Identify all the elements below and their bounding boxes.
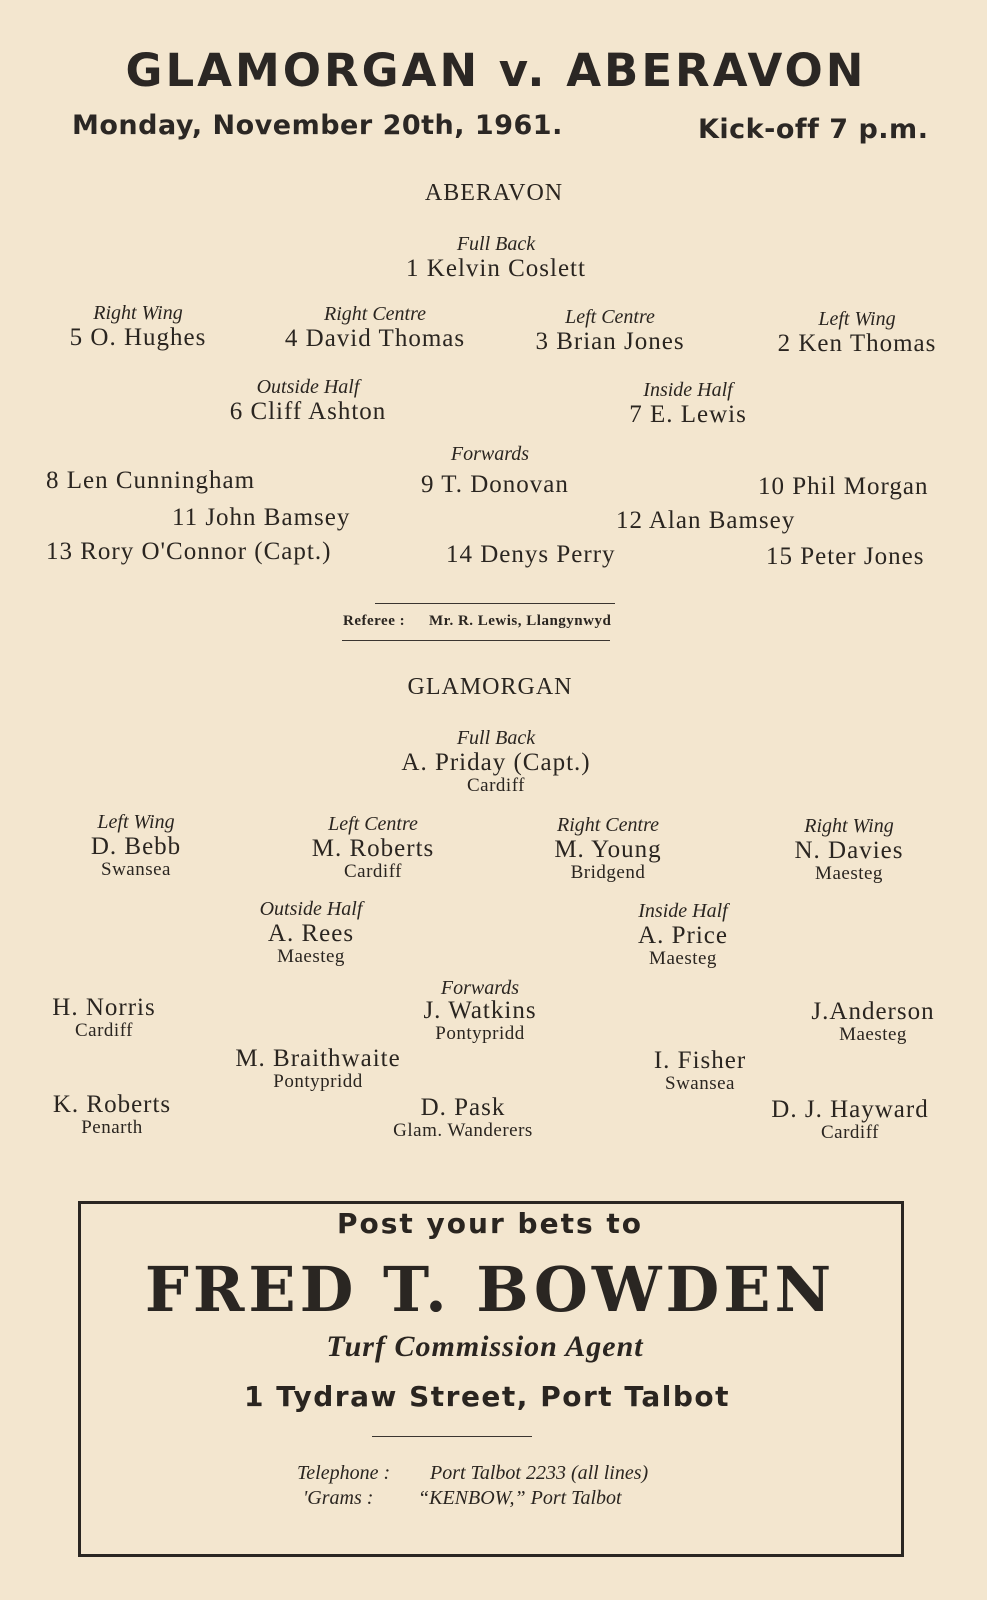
club-name: Maesteg [839,1024,907,1045]
position-label: Left Centre [565,306,655,328]
player-name: M. Young [554,836,662,863]
club-name: Maesteg [277,946,345,967]
glamorgan-full-back [401,728,590,795]
grams-value: “KENBOW,” Port Talbot [418,1487,622,1509]
aberavon-forward: 14 Denys Perry [446,541,616,568]
glamorgan-forward [771,1097,928,1142]
grams-label: 'Grams : [303,1487,374,1509]
player-name: 3 Brian Jones [535,328,685,355]
position-label: Full Back [456,233,536,255]
club-name: Cardiff [820,1122,880,1143]
aberavon-forward: 12 Alan Bamsey [616,507,796,534]
advert-address: 1 Tydraw Street, Port Talbot [243,1380,731,1413]
player-name: K. Roberts [52,1091,172,1118]
aberavon-right-centre [285,304,465,351]
club-name: Glam. Wanderers [393,1120,533,1141]
aberavon-forwards-label: Forwards [450,443,530,465]
referee-label: Referee : [343,613,406,629]
position-label: Full Back [456,727,536,749]
glamorgan-forward [52,995,155,1040]
player-name: M. Roberts [311,835,435,862]
glamorgan-left-wing [91,812,181,879]
glamorgan-forward [393,1095,533,1140]
player-name: 5 O. Hughes [69,324,207,351]
player-name: J. Watkins [423,997,537,1024]
aberavon-forward: 15 Peter Jones [766,543,925,570]
club-name: Cardiff [343,861,403,882]
position-label: Left Wing [818,308,896,330]
club-name: Pontypridd [273,1071,363,1092]
glamorgan-forward [53,1092,171,1137]
telephone-label: Telephone : [297,1462,391,1484]
match-title: GLAMORGAN v. ABERAVON [125,44,867,97]
player-name: 1 Kelvin Coslett [406,255,586,282]
divider [342,640,610,641]
advert-name: FRED T. BOWDEN [144,1253,836,1326]
club-name: Penarth [81,1117,143,1138]
player-name: 4 David Thomas [284,325,466,352]
glamorgan-forward [235,1046,400,1091]
aberavon-forward: 9 T. Donovan [421,471,569,498]
referee-name: Mr. R. Lewis, Llangynwyd [429,613,612,629]
player-name: D. Pask [420,1094,506,1121]
position-label: Right Wing [93,302,183,324]
player-name: A. Priday (Capt.) [401,749,591,776]
player-name: D. J. Hayward [771,1096,929,1123]
aberavon-right-wing [70,303,207,350]
aberavon-heading: ABERAVON [424,180,564,206]
player-name: H. Norris [52,994,156,1021]
match-date: Monday, November 20th, 1961. [72,110,563,141]
aberavon-inside-half [629,380,747,427]
kickoff-time: Kick-off 7 p.m. [698,114,929,145]
divider [372,1436,532,1437]
glamorgan-inside-half [638,901,728,968]
glamorgan-forward [423,998,536,1043]
advert-role: Turf Commission Agent [326,1330,644,1363]
club-name: Cardiff [466,775,526,796]
club-name: Pontypridd [435,1023,525,1044]
club-name: Maesteg [815,863,883,884]
aberavon-left-wing [778,309,937,356]
glamorgan-forwards-label: Forwards [440,977,520,999]
aberavon-outside-half [230,377,387,424]
player-name: D. Bebb [90,833,182,860]
position-label: Outside Half [259,898,363,920]
player-name: 6 Cliff Ashton [229,398,387,425]
position-label: Inside Half [643,379,733,401]
player-name: A. Price [638,922,728,949]
divider [375,603,615,604]
position-label: Left Wing [97,811,175,833]
club-name: Cardiff [74,1020,134,1041]
aberavon-left-centre [535,307,684,354]
glamorgan-forward [654,1048,746,1093]
player-name: J.Anderson [811,998,935,1025]
glamorgan-forward [811,999,934,1044]
club-name: Swansea [665,1073,735,1094]
aberavon-full-back [406,234,586,281]
club-name: Maesteg [649,948,717,969]
aberavon-forward: 10 Phil Morgan [758,473,929,500]
glamorgan-right-wing [795,816,904,883]
position-label: Right Wing [804,815,894,837]
player-name: A. Rees [267,920,355,947]
player-name: 2 Ken Thomas [777,330,937,357]
glamorgan-heading: GLAMORGAN [407,674,573,700]
glamorgan-right-centre [554,815,661,882]
aberavon-forward: 8 Len Cunningham [46,467,256,494]
position-label: Inside Half [638,900,728,922]
aberavon-forward: 11 John Bamsey [172,504,351,531]
player-name: I. Fisher [653,1047,747,1074]
position-label: Left Centre [328,813,418,835]
advert-line1: Post your bets to [337,1207,643,1240]
club-name: Swansea [101,859,171,880]
club-name: Bridgend [570,862,646,883]
player-name: 7 E. Lewis [629,401,747,428]
aberavon-forward: 13 Rory O'Connor (Capt.) [46,538,332,565]
player-name: M. Braithwaite [235,1045,401,1072]
player-name: N. Davies [794,837,904,864]
position-label: Right Centre [323,303,427,325]
glamorgan-left-centre [312,814,435,881]
glamorgan-outside-half [260,899,363,966]
position-label: Right Centre [556,814,660,836]
position-label: Outside Half [256,376,360,398]
telephone-value: Port Talbot 2233 (all lines) [430,1462,649,1484]
